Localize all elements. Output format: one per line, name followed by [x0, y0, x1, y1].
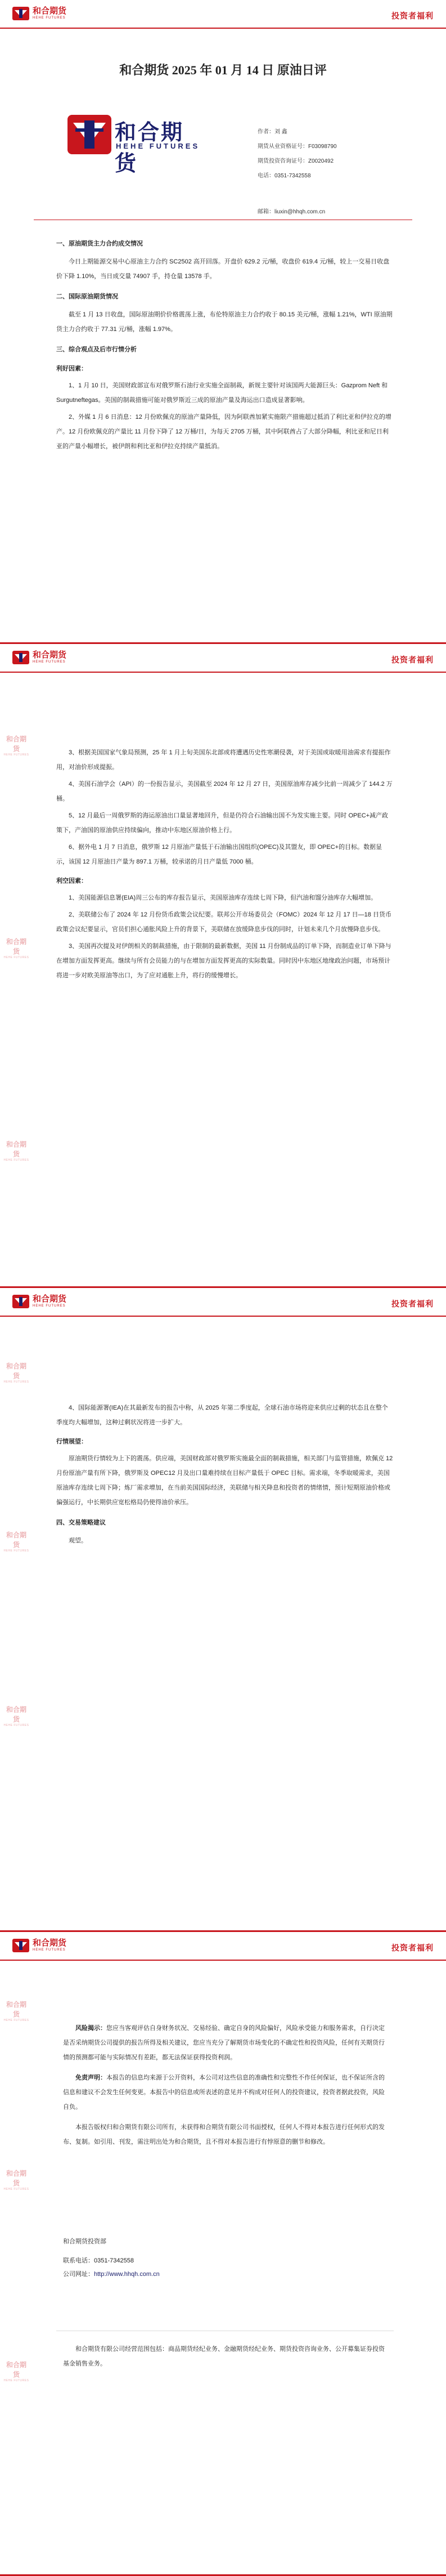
statement-paragraph [63, 2070, 389, 2114]
page-1 [0, 0, 446, 644]
author-label: 作者： [258, 129, 274, 135]
phone-label: 电话： [258, 173, 274, 179]
header-logo-cn: 和合期货 [33, 1938, 67, 1948]
phone-number: 0351-7342558 [274, 173, 311, 179]
section1-heading: 一、原油期货主力合约成交情况 [56, 240, 143, 247]
header-tag[interactable]: 投资者福利 [391, 1943, 434, 1952]
bullish-item-5: 5、12 月最后一周俄罗斯的海运原油出口量显著地回升，但是仍符合石油输出国不为发实施主要。同时 OPEC+减产政策下，产油国的原油供应持续偏向，推动中东地区原油价格上行。 [56, 812, 389, 834]
watermark-strip [0, 644, 33, 1288]
section1-paragraph: 今日上期能源交易中心原油主力合约 SC2502 高开回落。开盘价 629.2 元/桶，收盘价 619.4 元/桶，较上一交易日收盘价下降 1.10%，当日成交量 74907 手，持仓量 13578 手。 [56, 258, 390, 280]
page-2 [0, 644, 446, 1288]
risk-paragraph [63, 2021, 389, 2065]
page2-content [56, 745, 394, 985]
watermark-logo: 和合期货 HEHE FUTURES [3, 1362, 29, 1384]
header-rule [0, 1960, 446, 1961]
watermark-logo: 和合期货 HEHE FUTURES [3, 735, 29, 757]
page-header [0, 644, 446, 672]
watermark-logo: 和合期货 HEHE FUTURES [3, 1141, 29, 1162]
header-tag[interactable]: 投资者福利 [391, 1299, 434, 1308]
statement-text: 本报告的信息均来源于公开资料，本公司对这些信息的准确性和完整性不作任何保证，也不保证所含的信息和建议不会发生任何变更。本报告中的信息或所表述的意见并不构成对任何人的投资建议，投资者据此投资，风险自负。 [63, 2074, 385, 2110]
hehe-logo-icon [12, 7, 29, 20]
outlook-heading: 行情展望： [56, 1438, 87, 1445]
header-tag[interactable]: 投资者福利 [391, 655, 434, 664]
header-tag[interactable]: 投资者福利 [391, 11, 434, 20]
bullish-item-1: 1、1 月 10 日，美国财政部宣布对俄罗斯石油行业实施全面制裁，新规主要针对该国两大能源巨头：Gazprom Neft 和 Surgutneftegas。美国的制裁措施可能对俄罗斯近三成的原油产量及海运出口造成显著影响。 [56, 382, 388, 404]
outlook-paragraph: 原油期货行情较为上下的震荡。供应端，美国财政部对俄罗斯实施最全面的制裁措施，相关部门与监管措施，欧佩克 12 月份原油产量有所下降，俄罗斯及 OPEC12 月及出口量难持续在目标产量低于 OPEC 目标。需求端，冬季取暖需求，美国原油库存连续七周下降；炼厂需求增加，在当前美国国际经济，美联储与相关降息和投资者的情绪情，预计短期原油价格或偏强运行，中长期供应宽松格局仍使得油价承压。 [56, 1455, 393, 1506]
page1-content [56, 231, 394, 456]
brand-name-en: HEHE FUTURES [116, 142, 200, 150]
page-header [0, 1288, 446, 1316]
bearish-item-2: 2、美联储公布了 2024 年 12 月份货币政策会议纪要。联邦公开市场委员会（FOMC）2024 年 12 月 17 日—18 日货币政策会议纪要显示，官员们担心通胀风险上升的背景下，美联储在放缓降息步伐的同时，计划未来几个月放慢降息步伐。 [56, 911, 391, 933]
bearish-item-4: 4、国际能源署(IEA)在其最新发布的报告中称，从 2025 年第二季度起，全球石油市场将迎来供应过剩的状态且在整个季度均大幅增加，这种过剩状况将进一步扩大。 [56, 1405, 388, 1426]
header-logo-cn: 和合期货 [33, 1294, 67, 1304]
header-logo-en: HEHE FUTURES [33, 660, 66, 664]
brand-block [67, 113, 202, 176]
section2-heading: 二、国际原油期货情况 [56, 293, 118, 300]
watermark-logo: 和合期货 HEHE FUTURES [3, 938, 29, 959]
watermark-logo: 和合期货 HEHE FUTURES [3, 1531, 29, 1553]
section2-paragraph: 截至 1 月 13 日收盘，国际原油期价价格震荡上涨，布伦特原油主力合约收于 80.15 美元/桶，涨幅 1.21%，WTI 原油期货主力合约收于 77.31 元/桶，涨幅 1.97%。 [56, 311, 393, 333]
risk-label: 风险揭示： [75, 2025, 106, 2032]
watermark-logo: 和合期货 HEHE FUTURES [3, 2001, 29, 2022]
bearish-heading: 利空因素： [56, 878, 87, 884]
strategy-text: 观望。 [69, 1537, 87, 1544]
company-contact [63, 2235, 160, 2281]
company-site-link[interactable]: http://www.hhqh.com.cn [94, 2271, 160, 2278]
page-3 [0, 1288, 446, 1932]
company-about-text: 和合期货有限公司经营范围包括：商品期货经纪业务、金融期货经纪业务、期货投资咨询业务、公开募集证券投资基金销售业务。 [63, 2346, 385, 2367]
page-header [0, 0, 446, 28]
bullish-heading: 利好因素： [56, 365, 87, 372]
header-rule [0, 672, 446, 673]
section3-heading: 三、综合观点及后市行情分析 [56, 346, 137, 353]
watermark-strip [0, 1932, 33, 2576]
invest-label: 期货投资咨询证号： [258, 158, 308, 164]
header-rule [0, 28, 446, 29]
company-site-label: 公司网址： [63, 2271, 94, 2278]
hehe-brand-icon [67, 115, 111, 154]
header-logo-cn: 和合期货 [33, 650, 67, 660]
page3-content [56, 1401, 394, 1550]
company-phone: 0351-7342558 [94, 2257, 134, 2264]
watermark-logo: 和合期货 HEHE FUTURES [3, 2361, 29, 2382]
disclaimer-block [63, 2021, 389, 2155]
copyright-paragraph: 本报告版权归和合期货有限公司所有，未获得和合期货有限公司书面授权，任何人不得对本报告进行任何形式的发布、复制。如引用、刊发，需注明出处为和合期货，且不得对本报告进行有悖原意的删节和修改。 [63, 2124, 385, 2145]
invest-number: Z0020492 [308, 158, 334, 164]
header-logo-en: HEHE FUTURES [33, 16, 66, 20]
bearish-item-1: 1、美国能源信息署(EIA)周三公布的库存报告显示，美国原油库存连续七周下降，但汽油和馏分油库存大幅增加。 [69, 895, 377, 901]
bullish-item-3: 3、根据美国国家气象局预测，25 年 1 月上旬美国东北部或将遭遇历史性寒潮侵袭，对于美国或取暖用油需求有提振作用，对油价形成提振。 [56, 749, 391, 771]
bearish-item-3: 3、美国再次提及对伊朗相关的制裁措施，由于限制的最新数据，美国 11 月份制成品的订单下降，而制造业订单下降与在增加方面发挥更高。继续与所有会员能力的与在增加方面发挥更高的实际数量。同时因中东地区地缘政治问题，市场预计将进一步对欧美原油等出口，为了应对通胀上升，将行的缓慢增长。 [56, 943, 391, 979]
author-meta [258, 125, 337, 215]
brand-name-cn: 和合期货 [115, 121, 184, 176]
bullish-item-4: 4、美国石油学会（API）的一份报告显示，美国截至 2024 年 12 月 27 日，美国原油库存减少比前一周减少了 144.2 万桶。 [56, 781, 393, 802]
company-phone-label: 联系电话： [63, 2257, 94, 2264]
qual-number: F03098790 [308, 144, 337, 150]
page-header [0, 1932, 446, 1960]
watermark-strip [0, 1288, 33, 1932]
header-logo[interactable] [12, 6, 66, 21]
email-label: 邮箱： [258, 209, 274, 215]
section4-heading: 四、交易策略建议 [56, 1519, 106, 1526]
header-logo-en: HEHE FUTURES [33, 1948, 66, 1952]
company-about [63, 2342, 389, 2371]
bullish-item-2: 2、外媒 1 月 6 日消息：12 月份欧佩克的原油产量降低，因为阿联酋加紧实施限产措施超过抵消了利比亚和伊拉克的增产。12 月份欧佩克的产量比 11 月份下降了 12 万桶/日，为每天 2705 万桶，其中阿联酋占了大部分降幅，利比亚和尼日利亚的产量小幅增长，被伊朗和利比亚和伊拉克持续产量抵消。 [56, 414, 391, 450]
watermark-logo: 和合期货 HEHE FUTURES [3, 1706, 29, 1727]
author-name: 刘 鑫 [274, 129, 287, 135]
watermark-logo: 和合期货 HEHE FUTURES [3, 2170, 29, 2191]
company-name: 和合期货投资部 [63, 2238, 106, 2245]
header-logo-cn: 和合期货 [33, 6, 67, 16]
report-title: 和合期货 2025 年 01 月 14 日 原油日评 [119, 63, 327, 77]
email-address[interactable]: liuxin@hhqh.com.cn [274, 209, 326, 215]
bullish-item-6: 6、据外电 1 月 7 日消息，俄罗斯 12 月原油产量低于石油输出国组织(OPEC)及其盟友，即 OPEC+的目标。数据显示，该国 12 月原油日产量为 897.1 万桶，较承诺的月日产量低 7000 桶。 [56, 844, 382, 865]
statement-label: 免责声明： [75, 2074, 106, 2081]
header-rule [0, 1316, 446, 1317]
qual-label: 期货从业资格证号： [258, 144, 308, 150]
header-logo-en: HEHE FUTURES [33, 1304, 66, 1308]
risk-text: 您应当客观评估自身财务状况、交易经验、确定自身的风险偏好，风险承受能力和服务需求，自行决定是否采纳期货公司提供的报告所得及相关建议，您应当充分了解期货市场变化的不确定性和投资风险，任何有关期货行情的预测都可能与实际情况有差距，都无法保证获得投资利润。 [63, 2025, 385, 2061]
